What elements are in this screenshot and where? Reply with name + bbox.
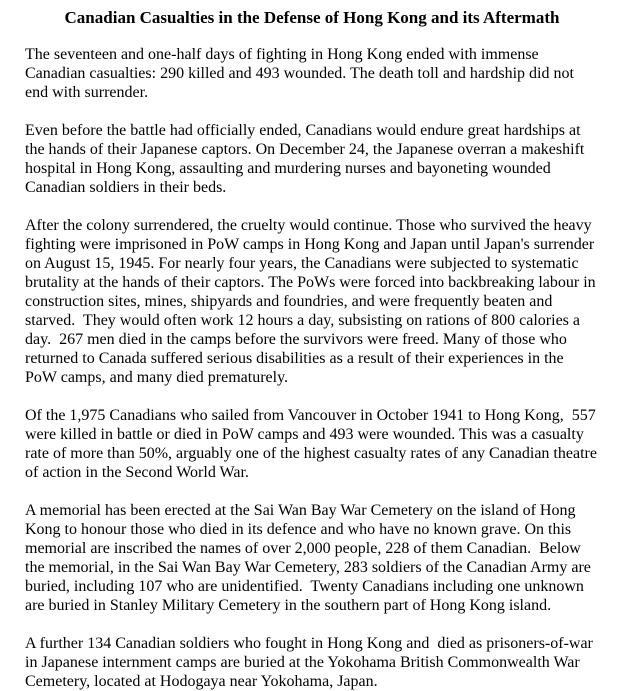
paragraph-yokohama-cemetery: A further 134 Canadian soldiers who fought in Hong Kong and died as prisoners-of-war in Japanese internment camps are buried at the Yokohama British Commonwealth War Cemetery, located at Hodogaya near Yokohama, Japan. <box>25 635 597 690</box>
paragraph-sai-wan-memorial: A memorial has been erected at the Sai Wan Bay War Cemetery on the island of Hong Kong to honour those who died in its defence and who have no known grave. On this memorial are inscribed the names of over 2,000 people, 228 of them Canadian. Below the memorial, in the Sai Wan Bay War Cemetery, 283 soldiers of the Canadian Army are buried, including 107 who are unidentified. Twenty Canadians including one unknown are buried in Stanley Military Cemetery in the southern part of Hong Kong island. <box>25 502 595 614</box>
document-title: Canadian Casualties in the Defense of Hong Kong and its Aftermath <box>64 8 560 27</box>
paragraph-fighting-casualties: The seventeen and one-half days of fighting in Hong Kong ended with immense Canadian casualties: 290 killed and 493 wounded. The death toll and hardship did not end with surrender. <box>25 46 578 101</box>
paragraph-hospital-atrocity: Even before the battle had officially ended, Canadians would endure great hardships at the hands of their Japanese captors. On December 24, the Japanese overran a makeshift hospital in Hong Kong, assaulting and murdering nurses and bayoneting wounded Canadian soldiers in their beds. <box>25 122 589 196</box>
paragraph-pow-camps: After the colony surrendered, the cruelty would continue. Those who survived the heavy fighting were imprisoned in PoW camps in Hong Kong and Japan until Japan's surrender on August 15, 1945. For nearly four years, the Canadians were subjected to systematic brutality at the hands of their captors. The PoWs were forced into backbreaking labour in construction sites, mines, shipyards and foundries, and were frequently beaten and starved. They would often work 12 hours a day, subsisting on rations of 800 calories a day. 267 men died in the camps before the survivors were freed. Many of those who returned to Canada suffered serious disabilities as a result of their experiences in the PoW camps, and many died prematurely. <box>25 217 600 386</box>
paragraph-casualty-rate: Of the 1,975 Canadians who sailed from Vancouver in October 1941 to Hong Kong, 557 were killed in battle or died in PoW camps and 493 were wounded. This was a casualty rate of more than 50%, arguably one of the highest casualty rates of any Canadian theatre of action in the Second World War. <box>25 407 601 481</box>
